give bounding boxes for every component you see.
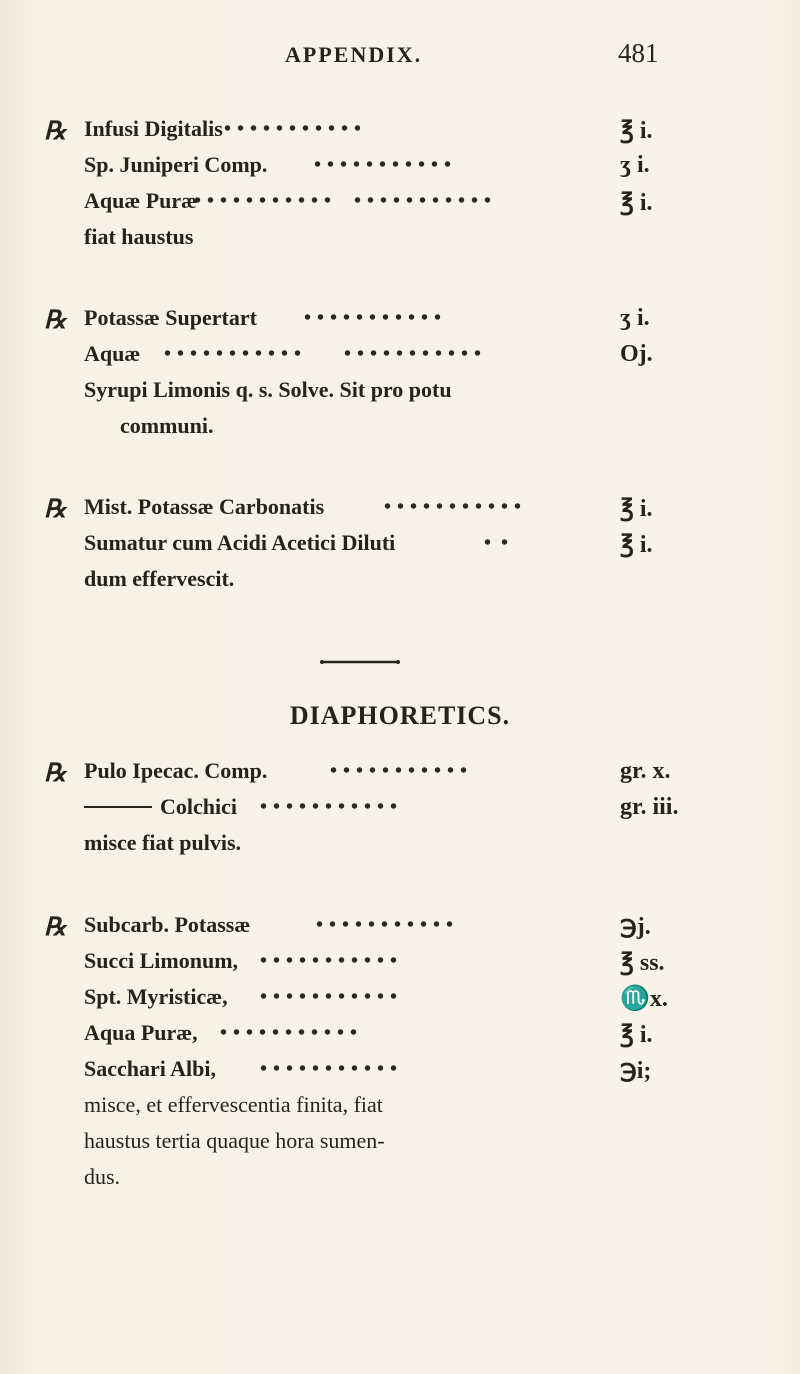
- ingredient-dose: ℥ i.: [620, 532, 653, 558]
- ingredient-name: Potassæ Supertart: [84, 305, 257, 330]
- prescription-line: [84, 224, 784, 258]
- leader-dots: •••••••••••: [224, 118, 368, 140]
- prescription-line: [120, 413, 800, 447]
- ingredient-label: Colchici: [160, 794, 237, 819]
- direction-text: Syrupi Limonis q. s. Solve. Sit pro potu: [84, 377, 452, 402]
- leader-dots: •••••••••••: [260, 796, 404, 818]
- ingredient-dose: ʒ i.: [620, 305, 650, 331]
- leader-dots: •••••••••••: [384, 496, 528, 518]
- prescription-line: [84, 912, 784, 946]
- ingredient-dose: ℥ i.: [620, 190, 653, 216]
- prescription-line: [84, 305, 784, 339]
- prescription-line: [84, 1020, 784, 1054]
- prescription-line: [84, 1164, 784, 1198]
- prescription-line: [84, 377, 784, 411]
- prescription-line: [84, 188, 784, 222]
- ingredient-name: Subcarb. Potassæ: [84, 912, 251, 937]
- ingredient-dose: gr. x.: [620, 758, 671, 784]
- ingredient-name: Sumatur cum Acidi Acetici Diluti: [84, 530, 396, 555]
- page-number: 481: [618, 38, 659, 68]
- prescription-line: [84, 794, 784, 828]
- section-heading: DIAPHORETICS.: [289, 701, 511, 730]
- prescription-line: [84, 830, 784, 864]
- leader-dots: •••••••••••: [354, 190, 498, 212]
- leader-dots: •••••••••••: [316, 914, 460, 936]
- recipe-icon: ℞: [44, 914, 67, 941]
- ingredient-name: Aquæ Puræ: [84, 188, 198, 213]
- direction-text: dum effervescit.: [84, 566, 235, 591]
- leader-dots: •••••••••••: [260, 1058, 404, 1080]
- ingredient-name: Mist. Potassæ Carbonatis: [84, 494, 325, 519]
- ornament-divider: [318, 658, 402, 666]
- recipe-icon: ℞: [44, 760, 67, 787]
- leader-dots: ••: [484, 532, 519, 554]
- ingredient-name: Sacchari Albi,: [84, 1056, 217, 1081]
- leader-dots: •••••••••••: [220, 1022, 364, 1044]
- ingredient-name: Aquæ: [84, 341, 141, 366]
- ingredient-name: Aqua Puræ,: [84, 1020, 198, 1045]
- leader-dots: •••••••••••: [164, 343, 308, 365]
- prescription-line: [84, 984, 784, 1018]
- prescription-line: [84, 948, 784, 982]
- prescription-line: [84, 1092, 784, 1126]
- leader-dots: •••••••••••: [304, 307, 448, 329]
- ingredient-dose: Oj.: [620, 341, 653, 367]
- ingredient-name: Sp. Juniperi Comp.: [84, 152, 268, 177]
- ingredient-dose: ℥ i.: [620, 1022, 653, 1048]
- running-head: APPENDIX.: [285, 42, 423, 67]
- ditto-rule: [84, 806, 152, 808]
- leader-dots: •••••••••••: [344, 343, 488, 365]
- direction-text: misce, et effervescentia finita, fiat: [84, 1092, 383, 1117]
- ingredient-dose: ℈j.: [620, 914, 651, 940]
- prescription-line: [84, 494, 784, 528]
- ingredient-dose: ℈i;: [620, 1058, 652, 1084]
- direction-text: misce fiat pulvis.: [84, 830, 242, 855]
- ingredient-name: Spt. Myristicæ,: [84, 984, 228, 1009]
- leader-dots: •••••••••••: [260, 986, 404, 1008]
- prescription-line: [84, 1128, 784, 1162]
- leader-dots: •••••••••••: [314, 154, 458, 176]
- leader-dots: •••••••••••: [260, 950, 404, 972]
- ingredient-name: Succi Limonum,: [84, 948, 239, 973]
- ingredient-name: Infusi Digitalis: [84, 116, 223, 141]
- page-header: [0, 40, 800, 80]
- prescription-line: [84, 341, 784, 375]
- direction-text: fiat haustus: [84, 224, 194, 249]
- prescription-line: [84, 758, 784, 792]
- recipe-icon: ℞: [44, 118, 67, 145]
- direction-text: haustus tertia quaque hora sumen-: [84, 1128, 385, 1153]
- prescription-line: [84, 1056, 784, 1090]
- leader-dots: •••••••••••: [194, 190, 338, 212]
- ingredient-dose: ℥ i.: [620, 496, 653, 522]
- direction-text: communi.: [120, 413, 214, 438]
- ingredient-dose: ℥ ss.: [620, 950, 665, 976]
- ingredient-dose: ℥ i.: [620, 118, 653, 144]
- prescription-line: [84, 152, 784, 186]
- prescription-line: [84, 566, 784, 600]
- ingredient-name: Pulo Ipecac. Comp.: [84, 758, 268, 783]
- ingredient-dose: gr. iii.: [620, 794, 679, 820]
- ingredient-dose: ʒ i.: [620, 152, 650, 178]
- direction-text: dus.: [84, 1164, 121, 1189]
- recipe-icon: ℞: [44, 307, 67, 334]
- prescription-line: [84, 116, 784, 150]
- ingredient-name: [84, 794, 237, 820]
- leader-dots: •••••••••••: [330, 760, 474, 782]
- recipe-icon: ℞: [44, 496, 67, 523]
- ingredient-dose: ♏x.: [620, 986, 668, 1012]
- prescription-line: [84, 530, 784, 564]
